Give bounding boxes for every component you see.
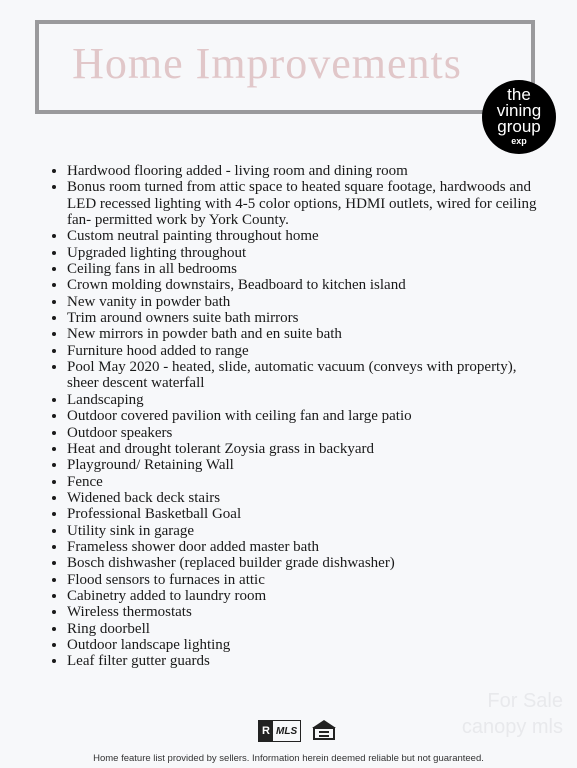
- list-item: • Leaf filter gutter guards: [67, 653, 537, 669]
- list-item: • New mirrors in powder bath and en suite bath: [67, 326, 537, 342]
- equal-housing-icon: [311, 719, 337, 743]
- list-item: • Wireless thermostats: [67, 604, 537, 620]
- list-item: • Bonus room turned from attic space to heated square footage, hardwoods and LED recessed lighting with 4-5 color options, HDMI outlets, wired for ceiling fan- permitted work by York County.: [67, 179, 537, 228]
- logo-line-exp: exp: [511, 136, 527, 146]
- mls-label: MLS: [276, 725, 298, 737]
- logo-line-vining: vining: [496, 101, 542, 120]
- improvements-list: [48, 163, 537, 670]
- list-item: • Flood sensors to furnaces in attic: [67, 572, 537, 588]
- logo-line-the: the: [507, 85, 531, 104]
- realtor-r-icon: R: [259, 721, 273, 741]
- list-item: • Fence: [67, 474, 537, 490]
- realtor-mls-logo: [258, 720, 301, 742]
- vining-group-logo: [482, 80, 556, 154]
- badges: [258, 718, 337, 744]
- page-title: Home Improvements: [72, 39, 462, 88]
- list-item: • Frameless shower door added master bath: [67, 539, 537, 555]
- watermark-line-1: For Sale: [487, 690, 563, 712]
- disclaimer-footer: Home feature list provided by sellers. Information herein deemed reliable but not guaranteed.: [93, 753, 484, 764]
- list-item: • Widened back deck stairs: [67, 490, 537, 506]
- list-item: • Outdoor landscape lighting: [67, 637, 537, 653]
- list-item: • Upgraded lighting throughout: [67, 245, 537, 261]
- list-item: • Outdoor covered pavilion with ceiling fan and large patio: [67, 408, 537, 424]
- list-item: • Ring doorbell: [67, 621, 537, 637]
- logo-line-group: group: [497, 117, 541, 136]
- list-item: • Professional Basketball Goal: [67, 506, 537, 522]
- list-item: • Utility sink in garage: [67, 523, 537, 539]
- list-item: • New vanity in powder bath: [67, 294, 537, 310]
- list-item: • Pool May 2020 - heated, slide, automatic vacuum (conveys with property), sheer descent waterfall: [67, 359, 537, 392]
- list-item: • Custom neutral painting throughout home: [67, 228, 537, 244]
- title-box: [35, 20, 535, 114]
- list-item: • Outdoor speakers: [67, 425, 537, 441]
- list-item: • Trim around owners suite bath mirrors: [67, 310, 537, 326]
- list-item: • Crown molding downstairs, Beadboard to kitchen island: [67, 277, 537, 293]
- list-item: • Bosch dishwasher (replaced builder grade dishwasher): [67, 555, 537, 571]
- list-item: • Hardwood flooring added - living room and dining room: [67, 163, 537, 179]
- watermark: [462, 688, 563, 740]
- list-item: • Cabinetry added to laundry room: [67, 588, 537, 604]
- list-item: • Heat and drought tolerant Zoysia grass in backyard: [67, 441, 537, 457]
- list-item: • Playground/ Retaining Wall: [67, 457, 537, 473]
- list-item: • Ceiling fans in all bedrooms: [67, 261, 537, 277]
- list-item: • Landscaping: [67, 392, 537, 408]
- list-item: • Furniture hood added to range: [67, 343, 537, 359]
- watermark-line-2: canopy mls: [461, 716, 563, 738]
